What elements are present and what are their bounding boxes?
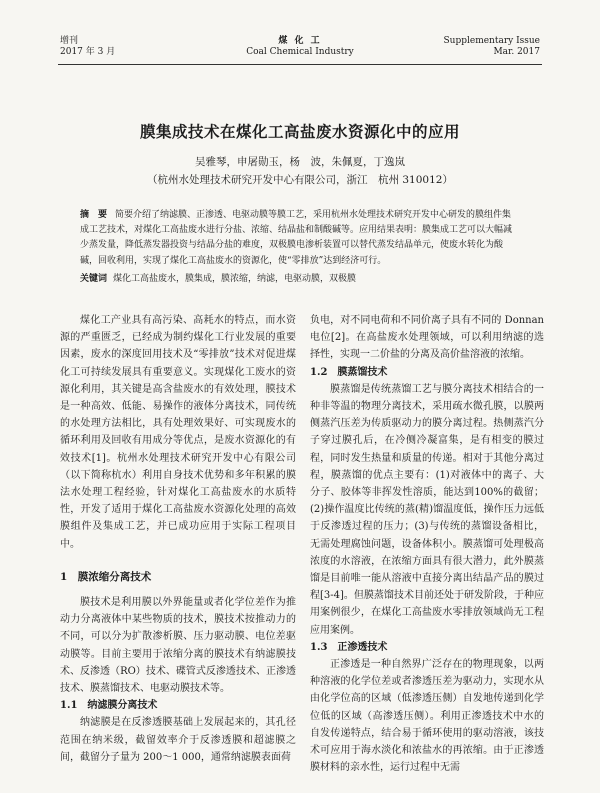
header-issue-en: Supplementary Issue	[443, 36, 540, 46]
abstract-label: 摘 要	[80, 210, 108, 220]
journal-name-en: Coal Chemical Industry	[246, 47, 354, 57]
subsection-1-1-heading: 1.1 纳滤膜分离技术	[60, 700, 158, 712]
header-date: 2017 年 3 月	[60, 47, 116, 57]
continued-paragraph: 负电，对不同电荷和不同价离子具有不同的 Donnan 电位[2]。在高盐废水处理领域，可以利用纳滤的选择性，实现一二价盐的分离及高价盐溶液的浓缩。	[310, 315, 544, 361]
header-date-en: Mar. 2017	[493, 47, 540, 57]
section-1-paragraph: 膜技术是利用膜以外界能量或者化学位差作为推动力分离液体中某些物质的技术，膜技术按推动力的不同，可以分为扩散渗析膜、压力驱动膜、电位差驱动膜等。目前主要用于浓缩分离的膜技术有纳滤膜技术、反渗透（RO）技术、碟管式反渗透技术、正渗透技术、膜蒸馏技术、电驱动膜技术等。	[60, 597, 296, 695]
journal-name-cn: 煤 化 工	[278, 36, 322, 46]
article-authors: 吴雅琴，申屠勋玉，杨 波，朱佩夏，丁逸岚	[195, 156, 405, 168]
subsection-1-3-heading: 1.3 正渗透技术	[310, 641, 388, 653]
article-affiliation: （杭州水处理技术研究开发中心有限公司，浙江 杭州 310012）	[147, 174, 453, 186]
spacer	[60, 553, 296, 561]
header-issue: 增刊	[60, 36, 79, 46]
subsection-1-2-paragraph: 膜蒸馏是传统蒸馏工艺与膜分离技术相结合的一种非等温的物理分离技术，采用疏水微孔膜，以膜两侧蒸汽压差为传质驱动力的膜分离过程。热侧蒸汽分子穿过膜孔后，在冷侧冷凝富集，是有相变的膜过程，同时发生热量和质量的传递。相对于其他分离过程，膜蒸馏的优点主要有：(1)对液体中的离子、大分子、胶体等非挥发性溶质，能达到100%的截留；(2)操作温度比传统的蒸(精)馏温度低，操作压力远低于反渗透过程的压力；(3)与传统的蒸馏设备相比，无需处理腐蚀问题，设备体积小。膜蒸馏可处理极高浓度的水溶液，在浓缩方面具有很大潜力，此外膜蒸馏是目前唯一能从溶液中直接分离出结晶产品的膜过程[3-4]。但膜蒸馏技术目前还处于研发阶段，于种应用案例很少，在煤化工高盐废水零排放领域尚无工程应用案例。	[310, 383, 544, 636]
header-rule	[58, 64, 542, 65]
header-right	[444, 36, 541, 58]
abstract-text: 简要介绍了纳滤膜、正渗透、电驱动膜等膜工艺，采用杭州水处理技术研究开发中心研发的膜组件集成工艺技术，对煤化工高盐废水进行分盐、浓缩、结晶盐和制酸碱等。应用结果表明：膜集成工艺可以大幅减少蒸发量，降低蒸发器投资与结晶分盐的难度，双极膜电渗析装置可以替代蒸发结晶单元，使废水转化为酸碱，回收利用，实现了煤化工高盐废水的资源化，使“零排放”达到经济可行。	[80, 210, 513, 266]
body-column-right	[310, 312, 544, 776]
article-title: 膜集成技术在煤化工高盐废水资源化中的应用	[139, 122, 460, 141]
section-1-heading: 1 膜浓缩分离技术	[60, 570, 152, 583]
keywords-label: 关键词	[80, 274, 108, 284]
subsection-1-2-heading: 1.2 膜蒸馏技术	[310, 366, 388, 378]
subsection-1-1-paragraph: 纳滤膜是在反渗透膜基础上发展起来的，其孔径范围在纳米级，截留效率介于反渗透膜和超滤膜之间，截留分子量为 200～1 000，通常纳滤膜表面荷	[60, 717, 296, 763]
abstract-block	[80, 208, 520, 269]
keywords-text: 煤化工高盐废水，膜集成，膜浓缩，纳滤，电驱动膜，双极膜	[113, 274, 357, 284]
subsection-1-3-paragraph: 正渗透是一种自然界广泛存在的物理现象，以两种溶液的化学位差或者渗透压差为驱动力，实现水从由化学位高的区域（低渗透压侧）自发地传递到化学位低的区域（高渗透压侧）。利用正渗透技术中水的自发传递特点，结合易于循环使用的驱动溶液，该技术可应用于海水淡化和浓盐水的再浓缩。由于正渗透膜材料的亲水性，运行过程中无需	[310, 659, 544, 774]
body-column-left	[60, 312, 296, 766]
keywords-block	[80, 272, 520, 286]
intro-paragraph: 煤化工产业具有高污染、高耗水的特点，而水资源的严重匮乏，已经成为制约煤化工行业发展的重要因素，废水的深度回用技术及“零排放”技术对促进煤化工可持续发展具有重要意义。实现煤化工废水的资源化利用，其关键是高含盐废水的有效处理，膜技术是一种高效、低能、易操作的液体分离技术，同传统的水处理方法相比，具有处理效果好、可实现废水的循环利用及回收有用成分等优点，是废水资源化的有效技术[1]。杭州水处理技术研究开发中心有限公司（以下简称杭水）利用自身技术优势和多年积累的膜法水处理工程经验，针对煤化工高盐废水的水质特性，开发了适用于煤化工高盐废水资源化处理的高效膜组件及集成工艺，并已成功应用于实际工程项目中。	[60, 315, 296, 550]
